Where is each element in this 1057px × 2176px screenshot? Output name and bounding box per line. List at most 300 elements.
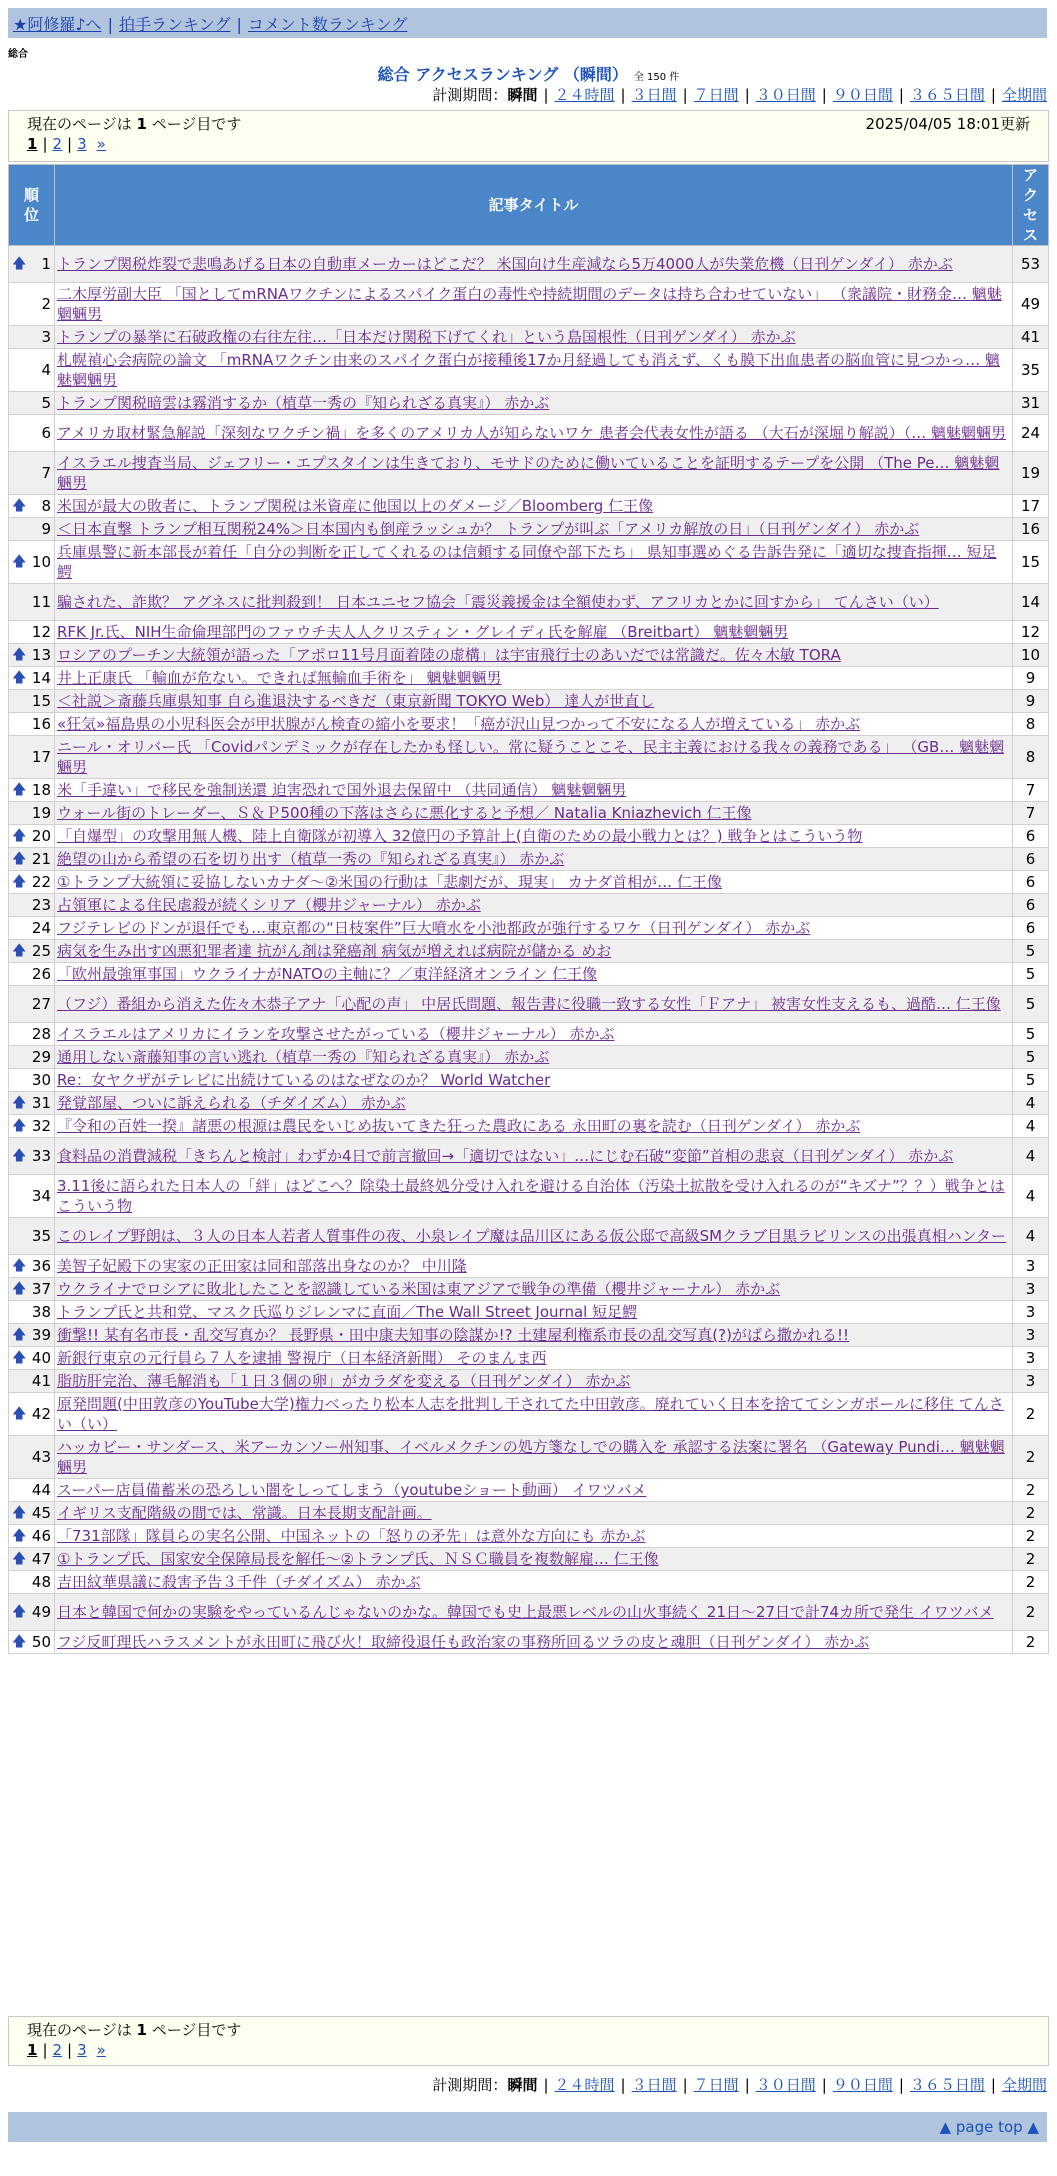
- title-cell: [55, 1502, 1013, 1525]
- rank-cell: [9, 779, 55, 802]
- home-link[interactable]: ★阿修羅♪へ: [13, 15, 102, 34]
- rank-up-arrow-icon: 🡅: [12, 1505, 27, 1521]
- period-link-all[interactable]: 全期間: [1001, 2076, 1047, 2094]
- article-link[interactable]: 吉田紋華県議に殺害予告３千件（チダイズム） 赤かぶ: [57, 1573, 421, 1591]
- table-row: [9, 452, 1049, 495]
- table-row: [9, 894, 1049, 917]
- table-row: [9, 917, 1049, 940]
- rank-up-arrow-icon: 🡅: [12, 256, 27, 272]
- title-cell: [55, 246, 1013, 283]
- rank-cell: [9, 1218, 55, 1255]
- rank-number: 42: [31, 1405, 51, 1423]
- title-cell: [55, 1115, 1013, 1138]
- article-link[interactable]: ウクライナでロシアに敗北したことを認識している米国は東アジアで戦争の準備（櫻井ジャーナル） 赤かぶ: [57, 1280, 781, 1298]
- access-count: 2: [1013, 1525, 1049, 1548]
- access-count: 2: [1013, 1631, 1049, 1654]
- title-cell: [55, 848, 1013, 871]
- page-link-2[interactable]: 2: [52, 135, 63, 153]
- title-cell: [55, 940, 1013, 963]
- article-link[interactable]: RFK Jr.氏、NIH生命倫理部門のファウチ夫人人クリスティン・グレイディ氏を解雇 （Breitbart） 魑魅魍魎男: [57, 623, 789, 641]
- rank-up-arrow-icon: 🡅: [12, 1528, 27, 1544]
- rank-number: 11: [31, 593, 51, 611]
- rank-cell: [9, 1115, 55, 1138]
- title-cell: [55, 1525, 1013, 1548]
- period-label: 計測期間：: [432, 86, 508, 104]
- rank-number: 27: [31, 995, 51, 1013]
- period-link-7d[interactable]: ７日間: [693, 2076, 739, 2094]
- period-link-24h[interactable]: ２４時間: [554, 86, 615, 104]
- access-count: 2: [1013, 1436, 1049, 1479]
- rank-up-arrow-icon: 🡅: [12, 498, 27, 514]
- rank-number: 13: [31, 646, 51, 664]
- title-cell: [55, 1548, 1013, 1571]
- period-selector-bottom: [432, 2074, 1047, 2096]
- article-link[interactable]: トランプの暴挙に石破政権の右往左往…「日本だけ関税下げてくれ」という島国根性（日刊ゲンダイ） 赤かぶ: [57, 328, 796, 346]
- access-count: 53: [1013, 246, 1049, 283]
- article-link[interactable]: 衝撃!! 某有名市長・乱交写真か？ 長野県・田中康夫知事の陰謀か!? 土建屋利権系市長の乱交写真(?)がばら撒かれる!!: [57, 1326, 850, 1344]
- article-link[interactable]: 米「手違い」で移民を強制送還 迫害恐れで国外退去保留中 （共同通信） 魑魅魍魎男: [57, 781, 627, 799]
- article-link[interactable]: ハッカビー・サンダース、米アーカンソー州知事、イベルメクチンの処方箋なしでの購入を 承認する法案に署名 （Gateway Pundi… 魑魅魍魎男: [57, 1438, 1005, 1476]
- access-count: 49: [1013, 283, 1049, 326]
- rank-up-arrow-icon: 🡅: [12, 1118, 27, 1134]
- title-cell: [55, 1370, 1013, 1393]
- rank-number: 21: [31, 850, 51, 868]
- pager-suffix: ページ目です: [146, 2021, 242, 2039]
- access-count: 2: [1013, 1594, 1049, 1631]
- article-link[interactable]: 井上正康氏 「輸血が危ない。できれば無輸血手術を」 魑魅魍魎男: [57, 669, 502, 687]
- rank-cell: [9, 940, 55, 963]
- title-cell: [55, 986, 1013, 1023]
- pager-separator: |: [42, 135, 48, 153]
- period-separator: |: [543, 86, 549, 104]
- rank-number: 20: [31, 827, 51, 845]
- rank-cell: [9, 825, 55, 848]
- table-row: [9, 1631, 1049, 1654]
- title-cell: [55, 779, 1013, 802]
- period-separator: |: [620, 86, 626, 104]
- pager-suffix: ページ目です: [146, 115, 242, 133]
- access-count: 14: [1013, 584, 1049, 621]
- rank-cell: [9, 690, 55, 713]
- table-row: [9, 667, 1049, 690]
- period-link-365d[interactable]: ３６５日間: [909, 86, 985, 104]
- rank-up-arrow-icon: 🡅: [12, 1551, 27, 1567]
- access-count: 3: [1013, 1347, 1049, 1370]
- table-row: [9, 415, 1049, 452]
- title-cell: [55, 415, 1013, 452]
- rank-cell: [9, 1347, 55, 1370]
- title-cell: [55, 802, 1013, 825]
- article-link[interactable]: ウォール街のトレーダー、Ｓ＆Ｐ500種の下落はさらに悪化すると予想／ Natalia Kniazhevich 仁王像: [57, 804, 752, 822]
- period-separator: |: [898, 86, 904, 104]
- access-count: 41: [1013, 326, 1049, 349]
- period-selector-top: [432, 84, 1047, 106]
- rank-cell: [9, 1525, 55, 1548]
- rank-number: 9: [41, 520, 51, 538]
- rank-number: 36: [31, 1257, 51, 1275]
- rank-up-arrow-icon: 🡅: [12, 1604, 27, 1620]
- table-row: [9, 779, 1049, 802]
- table-row: [9, 1479, 1049, 1502]
- title-cell: [55, 452, 1013, 495]
- comment-ranking-link[interactable]: コメント数ランキング: [247, 15, 408, 34]
- article-link[interactable]: 「731部隊」隊員らの実名公開、中国ネットの「怒りの矛先」は意外な方向にも 赤かぶ: [57, 1527, 646, 1545]
- article-link[interactable]: «狂気»福島県の小児科医会が甲状腺がん検査の縮小を要求！「癌が沢山見つかって不安になる人が増えている」 赤かぶ: [57, 715, 861, 733]
- rank-up-arrow-icon: 🡅: [12, 1281, 27, 1297]
- rank-up-arrow-icon: 🡅: [12, 851, 27, 867]
- article-link[interactable]: 「欧州最強軍事国」ウクライナがNATOの主軸に？／東洋経済オンライン 仁王像: [57, 965, 598, 983]
- period-link-24h[interactable]: ２４時間: [554, 2076, 615, 2094]
- access-count: 5: [1013, 1023, 1049, 1046]
- period-link-all[interactable]: 全期間: [1001, 86, 1047, 104]
- period-link-3d[interactable]: ３日間: [631, 86, 677, 104]
- access-count: 31: [1013, 392, 1049, 415]
- article-link[interactable]: 兵庫県警に新本部長が着任「自分の判断を正してくれるのは信頼する同僚や部下たち」 県知事選めぐる告訴告発に「適切な捜査指揮… 短足鰐: [57, 543, 997, 581]
- period-link-30d[interactable]: ３０日間: [755, 86, 816, 104]
- rank-up-arrow-icon: 🡅: [12, 647, 27, 663]
- rank-cell: [9, 452, 55, 495]
- access-count: 9: [1013, 690, 1049, 713]
- rank-cell: [9, 1138, 55, 1175]
- rank-number: 3: [41, 328, 51, 346]
- table-row: [9, 825, 1049, 848]
- table-row: [9, 349, 1049, 392]
- rank-number: 24: [31, 919, 51, 937]
- top-nav-bar: [8, 8, 1047, 38]
- table-row: [9, 644, 1049, 667]
- rank-number: 7: [41, 464, 51, 482]
- page-next-link[interactable]: »: [96, 2041, 106, 2059]
- period-link-30d[interactable]: ３０日間: [755, 2076, 816, 2094]
- article-link[interactable]: 「自爆型」の攻撃用無人機、陸上自衛隊が初導入 32億円の予算計上(自衛のための最小戦力とは？) 戦争とはこういう物: [57, 827, 863, 845]
- article-link[interactable]: 病気を生み出す凶悪犯罪者達 抗がん剤は発癌剤 病気が増えれば病院が儲かる めお: [57, 942, 612, 960]
- access-count: 2: [1013, 1393, 1049, 1436]
- title-cell: [55, 963, 1013, 986]
- article-link[interactable]: イスラエルはアメリカにイランを攻撃させたがっている（櫻井ジャーナル） 赤かぶ: [57, 1025, 615, 1043]
- rank-number: 25: [31, 942, 51, 960]
- rank-up-arrow-icon: 🡅: [12, 670, 27, 686]
- table-row: [9, 963, 1049, 986]
- period-separator: |: [821, 86, 827, 104]
- article-link[interactable]: ①トランプ氏、国家安全保障局長を解任～②トランプ氏、ＮＳＣ職員を複数解雇… 仁王像: [57, 1550, 659, 1568]
- article-link[interactable]: 騙された、詐欺？ アグネスに批判殺到！ 日本ユニセフ協会「震災義援金は全額使わず、アフリカとかに回すから」 てんさい（い）: [57, 593, 939, 611]
- rank-cell: [9, 1175, 55, 1218]
- rank-cell: [9, 1571, 55, 1594]
- access-count: 12: [1013, 621, 1049, 644]
- access-count: 35: [1013, 349, 1049, 392]
- title-cell: [55, 1479, 1013, 1502]
- article-link[interactable]: このレイプ野朗は、３人の日本人若者人質事件の夜、小泉レイプ魔は品川区にある仮公邸で高級SMクラブ目黒ラビリンスの出張真相ハンター: [57, 1227, 1007, 1245]
- article-link[interactable]: 日本と韓国で何かの実験をやっているんじゃないのかな。韓国でも史上最悪レベルの山火事続く 21日〜27日で計74カ所で発生 イワツバメ: [57, 1603, 994, 1621]
- footer-bar: [8, 2112, 1047, 2142]
- rank-number: 17: [31, 748, 51, 766]
- article-link[interactable]: イスラエル捜査当局、ジェフリー・エプスタインは生きており、モサドのために働いていることを証明するテープを公開 （The Pe… 魑魅魍魎男: [57, 454, 1000, 492]
- access-count: 3: [1013, 1301, 1049, 1324]
- access-count: 2: [1013, 1571, 1049, 1594]
- title-cell: [55, 1571, 1013, 1594]
- article-link[interactable]: 原発問題(中田敦彦のYouTube大学)権力べったり松本人志を批判し干されてた中田敦彦。廃れていく日本を捨ててシンガポールに移住 てんさい（い）: [57, 1395, 1004, 1433]
- rank-cell: [9, 1046, 55, 1069]
- rank-number: 48: [31, 1573, 51, 1591]
- rank-number: 32: [31, 1117, 51, 1135]
- page-current: 1: [27, 2041, 38, 2059]
- article-link[interactable]: 米国が最大の敗者に、トランプ関税は米資産に他国以上のダメージ／Bloomberg 仁王像: [57, 497, 654, 515]
- title-cell: [55, 621, 1013, 644]
- access-count: 8: [1013, 736, 1049, 779]
- title-cell: [55, 1092, 1013, 1115]
- access-count: 19: [1013, 452, 1049, 495]
- table-row: [9, 713, 1049, 736]
- page-link-3[interactable]: 3: [77, 135, 87, 153]
- pager-current-page: 1: [136, 115, 147, 133]
- table-row: [9, 621, 1049, 644]
- table-row: [9, 1502, 1049, 1525]
- rank-number: 16: [31, 715, 51, 733]
- article-link[interactable]: （フジ）番組から消えた佐々木恭子アナ「心配の声」 中居氏問題、報告書に役職一致する女性「Ｆアナ」 被害女性支えるも、過酷… 仁王像: [57, 995, 1001, 1013]
- rank-cell: [9, 713, 55, 736]
- title-cell: [55, 1324, 1013, 1347]
- access-count: 2: [1013, 1502, 1049, 1525]
- title-cell: [55, 1631, 1013, 1654]
- rank-up-arrow-icon: 🡅: [12, 874, 27, 890]
- access-count: 8: [1013, 713, 1049, 736]
- period-separator: |: [543, 2076, 549, 2094]
- title-cell: [55, 283, 1013, 326]
- access-count: 16: [1013, 518, 1049, 541]
- rank-cell: [9, 1502, 55, 1525]
- title-cell: [55, 1175, 1013, 1218]
- access-count: 4: [1013, 1092, 1049, 1115]
- access-count: 6: [1013, 871, 1049, 894]
- article-link[interactable]: 『令和の百姓一揆』諸悪の根源は農民をいじめ抜いてきた狂った農政にある 永田町の裏を読む（日刊ゲンダイ） 赤かぶ: [57, 1117, 861, 1135]
- table-row: [9, 518, 1049, 541]
- access-count: 9: [1013, 667, 1049, 690]
- rank-number: 10: [31, 553, 51, 571]
- rank-number: 2: [41, 295, 51, 313]
- access-count: 5: [1013, 1069, 1049, 1092]
- title-cell: [55, 584, 1013, 621]
- rank-cell: [9, 541, 55, 584]
- access-count: 7: [1013, 802, 1049, 825]
- article-link[interactable]: 二木厚労副大臣 「国としてmRNAワクチンによるスパイク蛋白の毒性や持続期間のデータは持ち合わせていない」 （衆議院・財務金… 魑魅魍魎男: [57, 285, 1002, 323]
- title-cell: [55, 736, 1013, 779]
- rank-number: 1: [41, 255, 51, 273]
- access-count: 4: [1013, 1115, 1049, 1138]
- article-link[interactable]: 占領軍による住民虐殺が続くシリア（櫻井ジャーナル） 赤かぶ: [57, 896, 481, 914]
- access-count: 3: [1013, 1370, 1049, 1393]
- table-row: [9, 584, 1049, 621]
- rank-cell: [9, 1255, 55, 1278]
- nav-separator: |: [107, 15, 113, 34]
- article-link[interactable]: トランプ関税暗雲は霧消するか（植草一秀の『知られざる真実』） 赤かぶ: [57, 394, 550, 412]
- title-cell: [55, 1218, 1013, 1255]
- article-link[interactable]: 発覚部屋、ついに訴えられる（チダイズム） 赤かぶ: [57, 1094, 406, 1112]
- table-row: [9, 736, 1049, 779]
- article-link[interactable]: フジ反町理氏ハラスメントが永田町に飛び火！取締役退任も政治家の事務所回るツラの皮と魂胆（日刊ゲンダイ） 赤かぶ: [57, 1633, 870, 1651]
- table-row: [9, 283, 1049, 326]
- article-link[interactable]: ①トランプ大統領に妥協しないカナダ～②米国の行動は「悲劇だが、現実」 カナダ首相が… 仁王像: [57, 873, 722, 891]
- rank-up-arrow-icon: 🡅: [12, 1406, 27, 1422]
- article-link[interactable]: 美智子妃殿下の実家の正田家は同和部落出身なのか？ 中川隆: [57, 1257, 467, 1275]
- article-link[interactable]: 通用しない斎藤知事の言い逃れ（植草一秀の『知られざる真実』） 赤かぶ: [57, 1048, 550, 1066]
- table-row: [9, 1347, 1049, 1370]
- rank-number: 29: [31, 1048, 51, 1066]
- article-link[interactable]: Re：女ヤクザがテレビに出続けているのはなぜなのか？ World Watcher: [57, 1071, 551, 1089]
- access-count: 2: [1013, 1479, 1049, 1502]
- rank-cell: [9, 283, 55, 326]
- access-count: 4: [1013, 1138, 1049, 1175]
- title-cell: [55, 326, 1013, 349]
- article-link[interactable]: 絶望の山から希望の石を切り出す（植草一秀の『知られざる真実』） 赤かぶ: [57, 850, 565, 868]
- title-cell: [55, 917, 1013, 940]
- access-count: 6: [1013, 825, 1049, 848]
- rank-cell: [9, 1324, 55, 1347]
- rank-cell: [9, 1631, 55, 1654]
- title-cell: [55, 495, 1013, 518]
- article-link[interactable]: 3.11後に語られた日本人の「絆」はどこへ？除染土最終処分受け入れを避ける自治体（汚染土拡散を受け入れるのが“キズナ”？？）戦争とはこういう物: [57, 1177, 1005, 1215]
- rank-number: 50: [31, 1633, 51, 1651]
- table-row: [9, 1138, 1049, 1175]
- page-link-2[interactable]: 2: [52, 2041, 63, 2059]
- rank-number: 30: [31, 1071, 51, 1089]
- article-link[interactable]: フジテレビのドンが退任でも…東京都の“日枝案件”巨大噴水を小池都政が強行するワケ（日刊ゲンダイ） 赤かぶ: [57, 919, 811, 937]
- clap-ranking-link[interactable]: 拍手ランキング: [118, 15, 231, 34]
- pager-current-page: 1: [136, 2021, 147, 2039]
- title-cell: [55, 825, 1013, 848]
- access-count: 2: [1013, 1548, 1049, 1571]
- period-separator: |: [898, 2076, 904, 2094]
- rank-cell: [9, 1479, 55, 1502]
- rank-number: 44: [31, 1481, 51, 1499]
- title-cell: [55, 1393, 1013, 1436]
- table-row: [9, 392, 1049, 415]
- rank-cell: [9, 1436, 55, 1479]
- rank-number: 34: [31, 1187, 51, 1205]
- title-cell: [55, 1046, 1013, 1069]
- title-cell: [55, 667, 1013, 690]
- table-row: [9, 1218, 1049, 1255]
- title-cell: [55, 1301, 1013, 1324]
- period-separator: |: [682, 2076, 688, 2094]
- rank-cell: [9, 802, 55, 825]
- rank-number: 6: [41, 424, 51, 442]
- rank-number: 38: [31, 1303, 51, 1321]
- period-link-3d[interactable]: ３日間: [631, 2076, 677, 2094]
- rank-number: 45: [31, 1504, 51, 1522]
- article-link[interactable]: 食料品の消費減税「きちんと検討」わずか4日で前言撤回→「適切ではない」…にじむ石破“変節”首相の悲哀（日刊ゲンダイ） 赤かぶ: [57, 1147, 954, 1165]
- title-cell: [55, 1436, 1013, 1479]
- rank-number: 35: [31, 1227, 51, 1245]
- rank-cell: [9, 495, 55, 518]
- table-row: [9, 1548, 1049, 1571]
- pager-separator: |: [67, 2041, 73, 2059]
- table-row: [9, 1324, 1049, 1347]
- period-link-7d[interactable]: ７日間: [693, 86, 739, 104]
- page-top-link[interactable]: ▲ page top ▲: [939, 2118, 1039, 2136]
- article-link[interactable]: アメリカ取材緊急解説「深刻なワクチン禍」を多くのアメリカ人が知らないワケ 患者会代表女性が語る （大石が深堀り解説）（… 魑魅魍魎男: [57, 424, 1006, 442]
- period-link-365d[interactable]: ３６５日間: [909, 2076, 985, 2094]
- rank-cell: [9, 1370, 55, 1393]
- rank-up-arrow-icon: 🡅: [12, 1327, 27, 1343]
- rank-number: 46: [31, 1527, 51, 1545]
- article-link[interactable]: 札幌禎心会病院の論文 「mRNAワクチン由来のスパイク蛋白が接種後17か月経過しても消えず、くも膜下出血患者の脳血管に見つかっ… 魑魅魍魎男: [57, 351, 1000, 389]
- table-row: [9, 1571, 1049, 1594]
- table-row: [9, 495, 1049, 518]
- title-cell: [55, 690, 1013, 713]
- table-row: [9, 1436, 1049, 1479]
- table-row: [9, 541, 1049, 584]
- page-next-link[interactable]: »: [96, 135, 106, 153]
- access-count: 5: [1013, 963, 1049, 986]
- rank-up-arrow-icon: 🡅: [12, 782, 27, 798]
- rank-number: 37: [31, 1280, 51, 1298]
- article-link[interactable]: ＜日本直撃 トランプ相互関税24%＞日本国内も倒産ラッシュか？ トランプが叫ぶ「アメリカ解放の日」（日刊ゲンダイ） 赤かぶ: [57, 520, 920, 538]
- period-link-90d[interactable]: ９０日間: [832, 86, 893, 104]
- rank-number: 4: [41, 361, 51, 379]
- rank-up-arrow-icon: 🡅: [12, 554, 27, 570]
- page-current: 1: [27, 135, 38, 153]
- rank-number: 33: [31, 1147, 51, 1165]
- article-link[interactable]: イギリス支配階級の間では、常識。日本長期支配計画。: [57, 1504, 432, 1522]
- rank-cell: [9, 1548, 55, 1571]
- title-cell: [55, 1347, 1013, 1370]
- period-current: 瞬間: [507, 2076, 538, 2094]
- rank-number: 5: [41, 394, 51, 412]
- rank-up-arrow-icon: 🡅: [12, 1095, 27, 1111]
- table-row: [9, 326, 1049, 349]
- rank-cell: [9, 415, 55, 452]
- rank-cell: [9, 1278, 55, 1301]
- access-count: 6: [1013, 917, 1049, 940]
- article-link[interactable]: 脂肪肝完治、薄毛解消も「１日３個の卵」がカラダを変える（日刊ゲンダイ） 赤かぶ: [57, 1372, 631, 1390]
- rank-cell: [9, 1393, 55, 1436]
- period-link-90d[interactable]: ９０日間: [832, 2076, 893, 2094]
- page-link-3[interactable]: 3: [77, 2041, 87, 2059]
- article-link[interactable]: 新銀行東京の元行員ら７人を逮捕 警視庁（日本経済新聞） そのまんま西: [57, 1349, 547, 1367]
- article-link[interactable]: トランプ関税炸裂で悲鳴あげる日本の自動車メーカーはどこだ？ 米国向け生産減なら5万4000人が失業危機（日刊ゲンダイ） 赤かぶ: [57, 255, 953, 273]
- rank-number: 43: [31, 1448, 51, 1466]
- table-row: [9, 690, 1049, 713]
- title-cell: [55, 1069, 1013, 1092]
- title-cell: [55, 392, 1013, 415]
- period-separator: |: [990, 86, 996, 104]
- updated-timestamp: 2025/04/05 18:01更新: [865, 115, 1030, 133]
- rank-cell: [9, 667, 55, 690]
- title-cell: [55, 871, 1013, 894]
- article-link[interactable]: トランプ氏と共和党、マスク氏巡りジレンマに直面／The Wall Street Journal 短足鰐: [57, 1303, 638, 1321]
- article-link[interactable]: ロシアのプーチン大統領が語った「アポロ11号月面着陸の虚構」は宇宙飛行士のあいだでは常識だ。佐々木敏 TORA: [57, 646, 841, 664]
- table-row: [9, 1525, 1049, 1548]
- rank-number: 39: [31, 1326, 51, 1344]
- rank-cell: [9, 848, 55, 871]
- nav-separator: |: [236, 15, 242, 34]
- rank-number: 8: [41, 497, 51, 515]
- table-row: [9, 1370, 1049, 1393]
- rank-number: 22: [31, 873, 51, 891]
- article-link[interactable]: スーパー店員備蓄米の恐ろしい闇をしってしまう（youtubeショート動画） イワツバメ: [57, 1481, 647, 1499]
- header-title: 記事タイトル: [55, 165, 1013, 246]
- access-count: 6: [1013, 894, 1049, 917]
- rank-cell: [9, 1023, 55, 1046]
- rank-cell: [9, 963, 55, 986]
- period-separator: |: [682, 86, 688, 104]
- article-link[interactable]: ＜社説＞斎藤兵庫県知事 自ら進退決するべきだ（東京新聞 TOKYO Web） 達人が世直し: [57, 692, 655, 710]
- rank-number: 47: [31, 1550, 51, 1568]
- page-title: [0, 62, 1057, 85]
- title-cell: [55, 349, 1013, 392]
- article-link[interactable]: ニール・オリバー氏 「Covidパンデミックが存在したかも怪しい。常に疑うことこそ、民主主義における我々の義務である」 （GB… 魑魅魍魎男: [57, 738, 1005, 776]
- rank-number: 49: [31, 1603, 51, 1621]
